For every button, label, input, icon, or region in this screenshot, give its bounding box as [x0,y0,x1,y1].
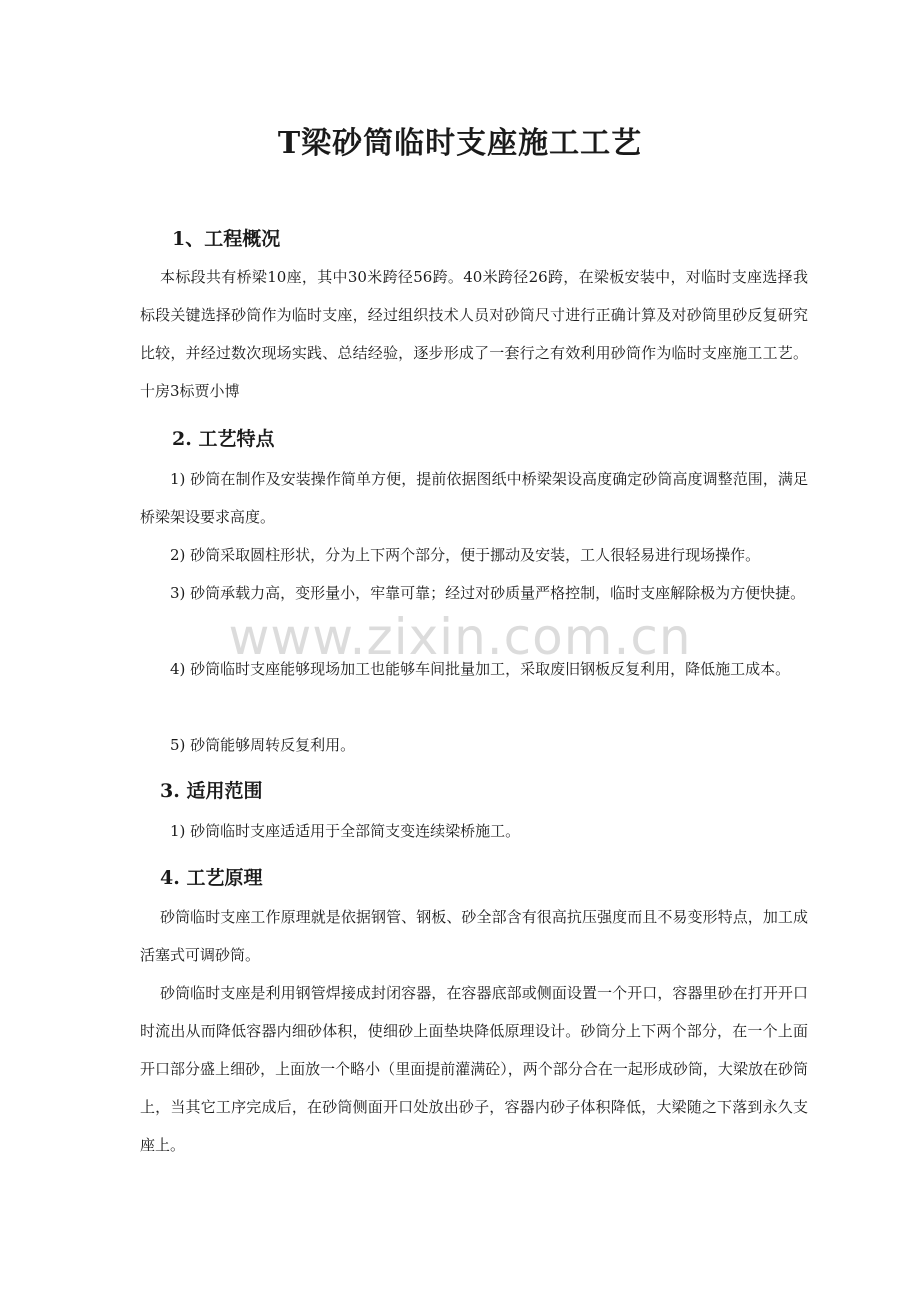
feature-item-4: 4) 砂筒临时支座能够现场加工也能够车间批量加工，采取废旧钢板反复利用，降低施工成本。 [170,660,791,678]
principle-paragraph-1: 砂筒临时支座工作原理就是依据钢管、钢板、砂全部含有很高抗压强度而且不易变形特点，加工成活塞式可调砂筒。 [140,908,808,964]
section-heading-scope: 3. 适用范围 [160,780,263,802]
section-heading-overview: 1、工程概况 [172,228,281,250]
principle-paragraph-2: 砂筒临时支座是利用钢管焊接成封闭容器，在容器底部或侧面设置一个开口，容器里砂在打开开口时流出从而降低容器内细砂体积，使细砂上面垫块降低原理设计。砂筒分上下两个部分，在一个上面开口部分盛上细砂，上面放一个略小（里面提前灌满砼），两个部分合在一起形成砂筒，大梁放在砂筒上，当其它工序完成后，在砂筒侧面开口处放出砂子，容器内砂子体积降低，大梁随之下落到永久支座上。 [140,984,808,1154]
feature-item-3: 3) 砂筒承载力高，变形量小，牢靠可靠；经过对砂质量严格控制，临时支座解除极为方便快捷。 [170,584,806,602]
section-heading-features: 2. 工艺特点 [172,428,275,450]
section-heading-principle: 4. 工艺原理 [160,867,263,889]
feature-item-5: 5) 砂筒能够周转反复利用。 [170,736,356,754]
scope-item-1: 1) 砂筒临时支座适适用于全部简支变连续梁桥施工。 [170,822,521,840]
overview-paragraph: 本标段共有桥梁10座，其中30米跨径56跨。40米跨径26跨，在梁板安装中，对临时支座选择我标段关键选择砂筒作为临时支座，经过组织技术人员对砂筒尺寸进行正确计算及对砂筒里砂反复研究比较，并经过数次现场实践、总结经验，逐步形成了一套行之有效利用砂筒作为临时支座施工工艺。十房3标贾小博 [140,268,808,400]
document-title: T梁砂筒临时支座施工工艺 [277,126,643,161]
watermark: www.zixin.com.cn [228,608,692,666]
feature-item-1: 1) 砂筒在制作及安装操作简单方便，提前依据图纸中桥梁架设高度确定砂筒高度调整范围，满足桥梁架设要求高度。 [140,470,808,526]
feature-item-2: 2) 砂筒采取圆柱形状，分为上下两个部分，便于挪动及安装，工人很轻易进行现场操作。 [170,546,761,564]
